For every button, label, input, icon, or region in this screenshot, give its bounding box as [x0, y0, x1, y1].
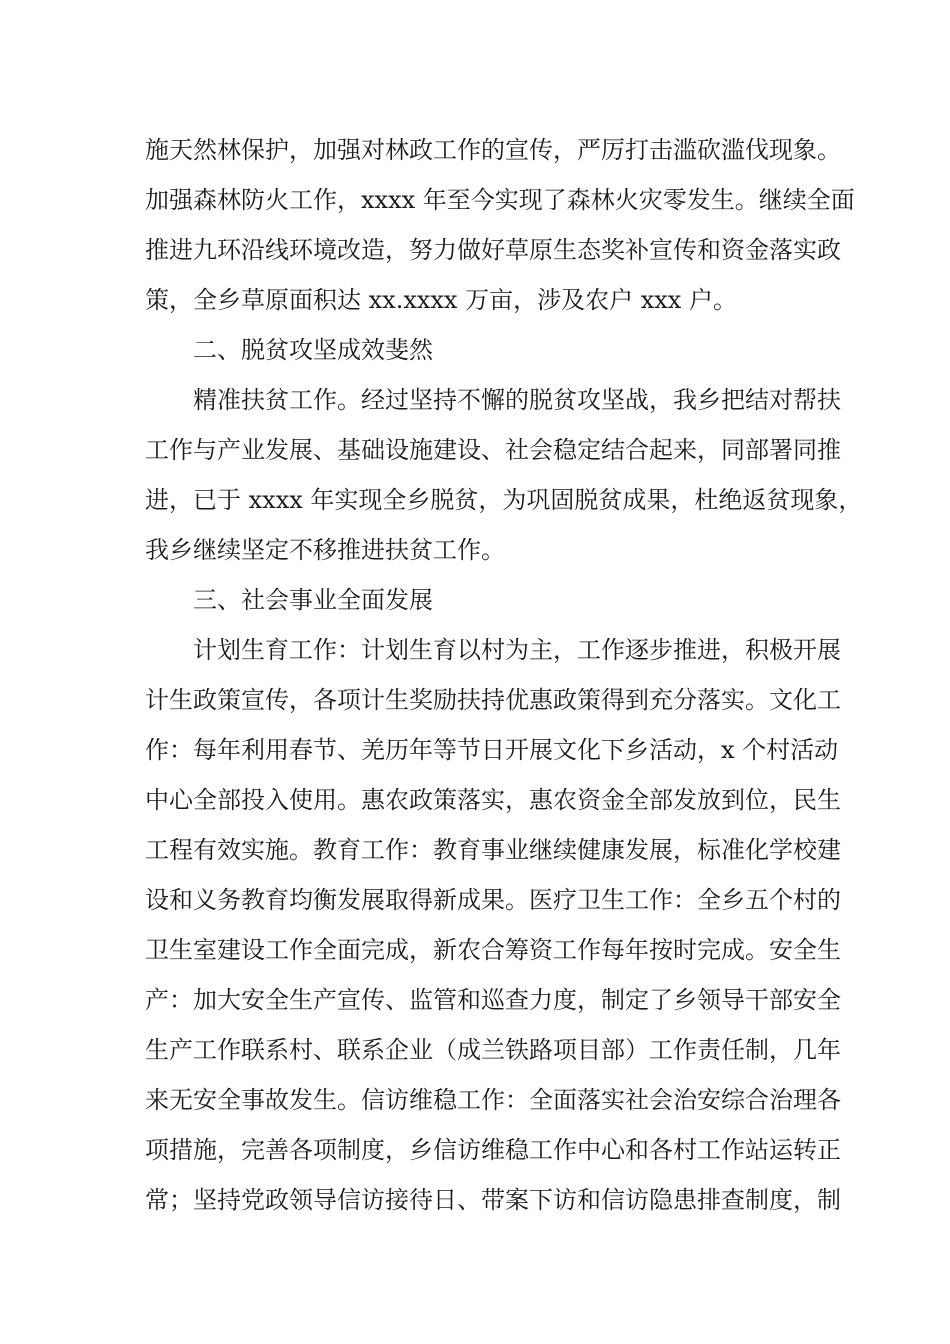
- text-line: 产：加大安全生产宣传、监管和巡查力度，制定了乡领导干部安全: [145, 986, 841, 1014]
- text-line: 工程有效实施。教育工作：教育事业继续健康发展，标准化学校建: [145, 836, 841, 864]
- text-line: 作：每年利用春节、羌历年等节日开展文化下乡活动，x 个村活动: [145, 736, 839, 764]
- text-line: 计生政策宣传，各项计生奖励扶持优惠政策得到充分落实。文化工: [145, 686, 841, 714]
- text-line: 工作与产业发展、基础设施建设、社会稳定结合起来，同部署同推: [145, 436, 841, 464]
- text-line: 计划生育工作：计划生育以村为主，工作逐步推进，积极开展: [193, 636, 841, 664]
- text-line: 卫生室建设工作全面完成，新农合筹资工作每年按时完成。安全生: [145, 936, 841, 964]
- text-line: 来无安全事故发生。信访维稳工作：全面落实社会治安综合治理各: [145, 1086, 841, 1114]
- section-heading: 三、社会事业全面发展: [193, 586, 433, 614]
- text-line: 推进九环沿线环境改造，努力做好草原生态奖补宣传和资金落实政: [145, 236, 841, 264]
- text-line: 精准扶贫工作。经过坚持不懈的脱贫攻坚战，我乡把结对帮扶: [193, 386, 841, 414]
- text-line: 进，已于 xxxx 年实现全乡脱贫，为巩固脱贫成果，杜绝返贫现象，: [145, 486, 863, 514]
- text-line: 项措施，完善各项制度，乡信访维稳工作中心和各村工作站运转正: [145, 1136, 841, 1164]
- text-line: 常；坚持党政领导信访接待日、带案下访和信访隐患排查制度，制: [145, 1186, 841, 1214]
- text-line: 策，全乡草原面积达 xx.xxxx 万亩，涉及农户 xxx 户。: [145, 286, 737, 314]
- text-line: 我乡继续坚定不移推进扶贫工作。: [145, 536, 505, 564]
- text-line: 加强森林防火工作，xxxx 年至今实现了森林火灾零发生。继续全面: [145, 186, 855, 214]
- text-line: 设和义务教育均衡发展取得新成果。医疗卫生工作：全乡五个村的: [145, 886, 841, 914]
- section-heading: 二、脱贫攻坚成效斐然: [193, 336, 433, 364]
- text-line: 中心全部投入使用。惠农政策落实，惠农资金全部发放到位，民生: [145, 786, 841, 814]
- text-line: 生产工作联系村、联系企业（成兰铁路项目部）工作责任制，几年: [145, 1036, 841, 1064]
- text-line: 施天然林保护，加强对林政工作的宣传，严厉打击滥砍滥伐现象。: [145, 136, 841, 164]
